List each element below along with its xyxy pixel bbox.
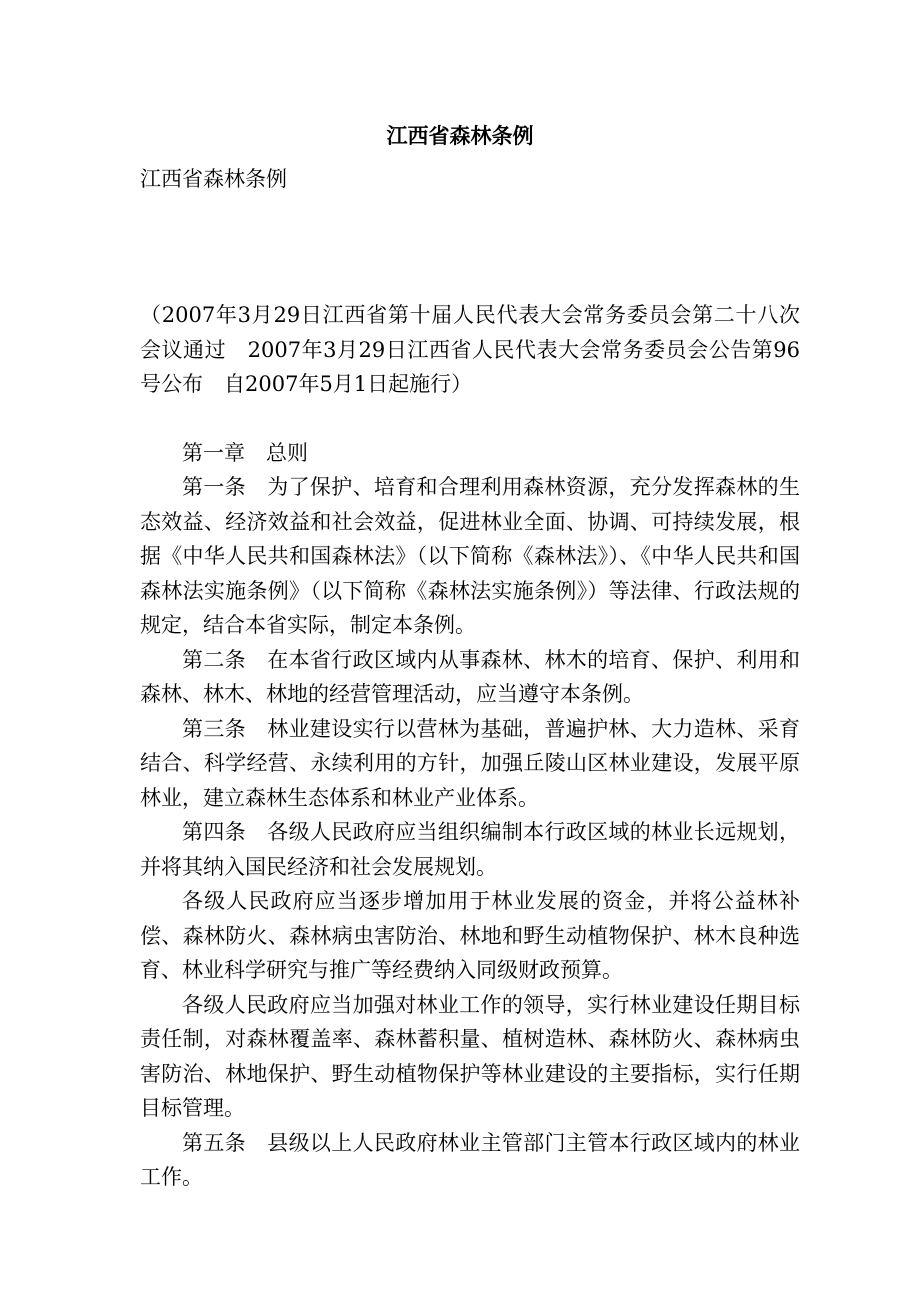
chapter-heading: 第一章 总则 (182, 440, 308, 465)
article-3: 第三条 林业建设实行以营林为基础，普遍护林、大力造林、采育结合、科学经营、永续利用的方针，加强丘陵山区林业建设，发展平原林业，建立森林生态体系和林业产业体系。 (140, 716, 800, 810)
article-2: 第二条 在本省行政区域内从事森林、林木的培育、保护、利用和森林、林木、林地的经营管理活动，应当遵守本条例。 (140, 647, 800, 706)
article-1: 第一条 为了保护、培育和合理利用森林资源，充分发挥森林的生态效益、经济效益和社会效益，促进林业全面、协调、可持续发展，根据《中华人民共和国森林法》（以下简称《森林法》）、《中华人民共和国森林法实施条例》（以下简称《森林法实施条例》）等法律、行政法规的规定，结合本省实际，制定本条例。 (140, 475, 800, 637)
preamble-note: （2007年3月29日江西省第十届人民代表大会常务委员会第二十八次会议通过 2007年3月29日江西省人民代表大会常务委员会公告第96号公布 自2007年5月1日起施行） (140, 303, 800, 396)
document-title: 江西省森林条例 (386, 123, 534, 148)
article-4-clause-2: 各级人民政府应当逐步增加用于林业发展的资金，并将公益林补偿、森林防火、森林病虫害防治、林地和野生动植物保护、林木良种选育、林业科学研究与推广等经费纳入同级财政预算。 (140, 889, 800, 982)
paragraph-spacer (140, 402, 800, 436)
document-subtitle: 江西省森林条例 (140, 167, 287, 191)
article-4: 第四条 各级人民政府应当组织编制本行政区域的林业长远规划，并将其纳入国民经济和社会发展规划。 (140, 820, 800, 879)
article-4-clause-3: 各级人民政府应当加强对林业工作的领导，实行林业建设任期目标责任制，对森林覆盖率、森林蓄积量、植树造林、森林防火、森林病虫害防治、林地保护、野生动植物保护等林业建设的主要指标，实行任期目标管理。 (140, 992, 800, 1120)
article-5: 第五条 县级以上人民政府林业主管部门主管本行政区域内的林业工作。 (140, 1130, 800, 1189)
document-body (140, 298, 800, 1195)
